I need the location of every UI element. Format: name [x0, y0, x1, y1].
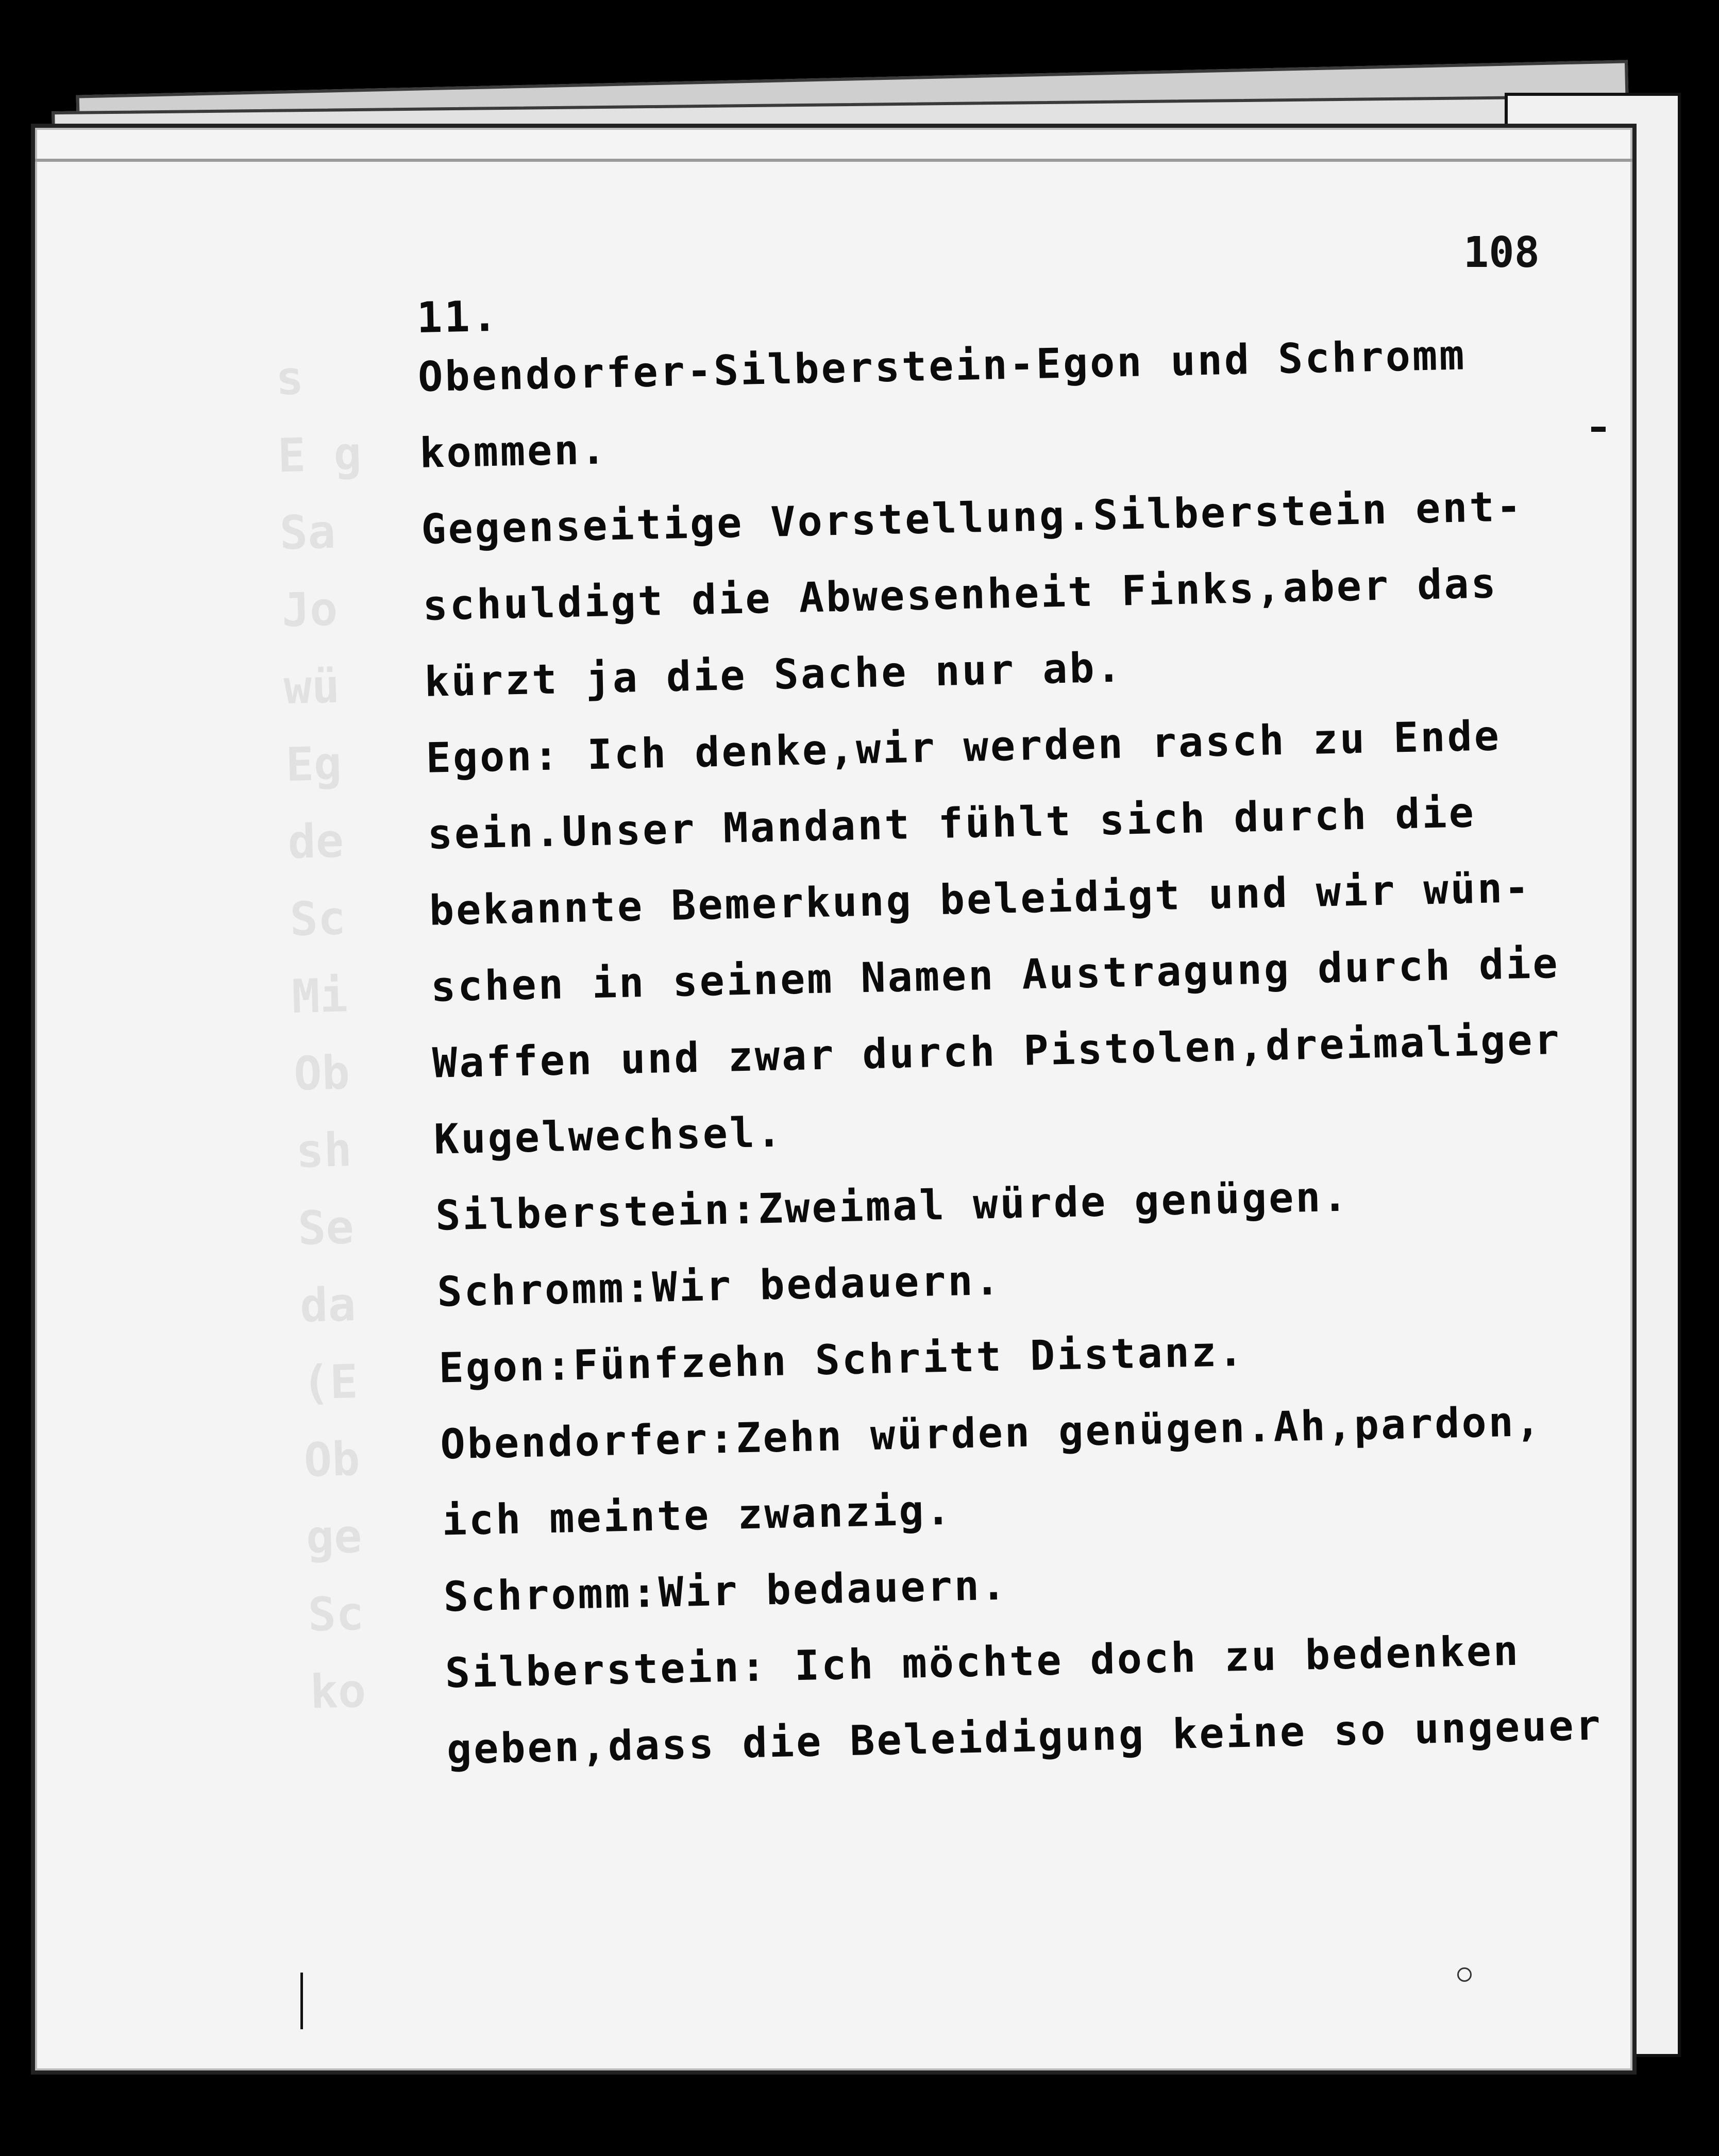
text-line: Obendorfer-Silberstein-Egon und Schromm	[417, 331, 1467, 401]
scene-number: 11.	[416, 292, 500, 343]
text-line: Silberstein:Zweimal würde genügen.	[435, 1172, 1350, 1240]
page-number: 108	[1463, 228, 1540, 277]
page-top-rule	[35, 159, 1632, 162]
text-line: bekannte Bemerkung beleidigt und wir wün-	[428, 863, 1532, 935]
text-line: schuldigt die Abwesenheit Finks,aber das	[422, 559, 1498, 630]
text-line: Egon: Ich denke,wir werden rasch zu Ende	[425, 712, 1502, 782]
text-line: schen in seinem Namen Austragung durch die	[430, 939, 1560, 1011]
margin-mark	[1591, 427, 1606, 432]
text-line: Egon:Fünfzehn Schritt Distanz.	[438, 1327, 1246, 1392]
text-line: Gegenseitige Vorstellung.Silberstein ent-	[420, 482, 1524, 553]
text-line: kommen.	[419, 425, 609, 477]
text-line: Silberstein: Ich möchte doch zu bedenken	[444, 1626, 1521, 1697]
text-line: Schromm:Wir bedauern.	[443, 1561, 1008, 1621]
text-line: Obendorfer:Zehn würden genügen.Ah,pardon,	[440, 1397, 1543, 1469]
text-line: ich meinte zwanzig.	[441, 1486, 953, 1545]
text-line: kürzt ja die Sache nur ab.	[424, 643, 1124, 706]
typewritten-text	[416, 274, 1612, 1788]
text-line: Kugelwechsel.	[433, 1108, 784, 1164]
pencil-mark	[300, 1973, 303, 2029]
text-line: Waffen und zwar durch Pistolen,dreimaliger	[432, 1015, 1562, 1087]
text-line: Schromm:Wir bedauern.	[436, 1256, 1002, 1316]
bleed-through-texture: s E g Sa Jo wü Eg de Sc Mi Ob sh Se da (E Ob ge Sc ko	[275, 351, 367, 1720]
ink-dot	[1457, 1967, 1472, 1982]
typewritten-page	[31, 124, 1637, 2075]
text-line: geben,dass die Beleidigung keine so ungeuer	[446, 1701, 1603, 1774]
text-line: sein.Unser Mandant fühlt sich durch die	[427, 788, 1476, 858]
